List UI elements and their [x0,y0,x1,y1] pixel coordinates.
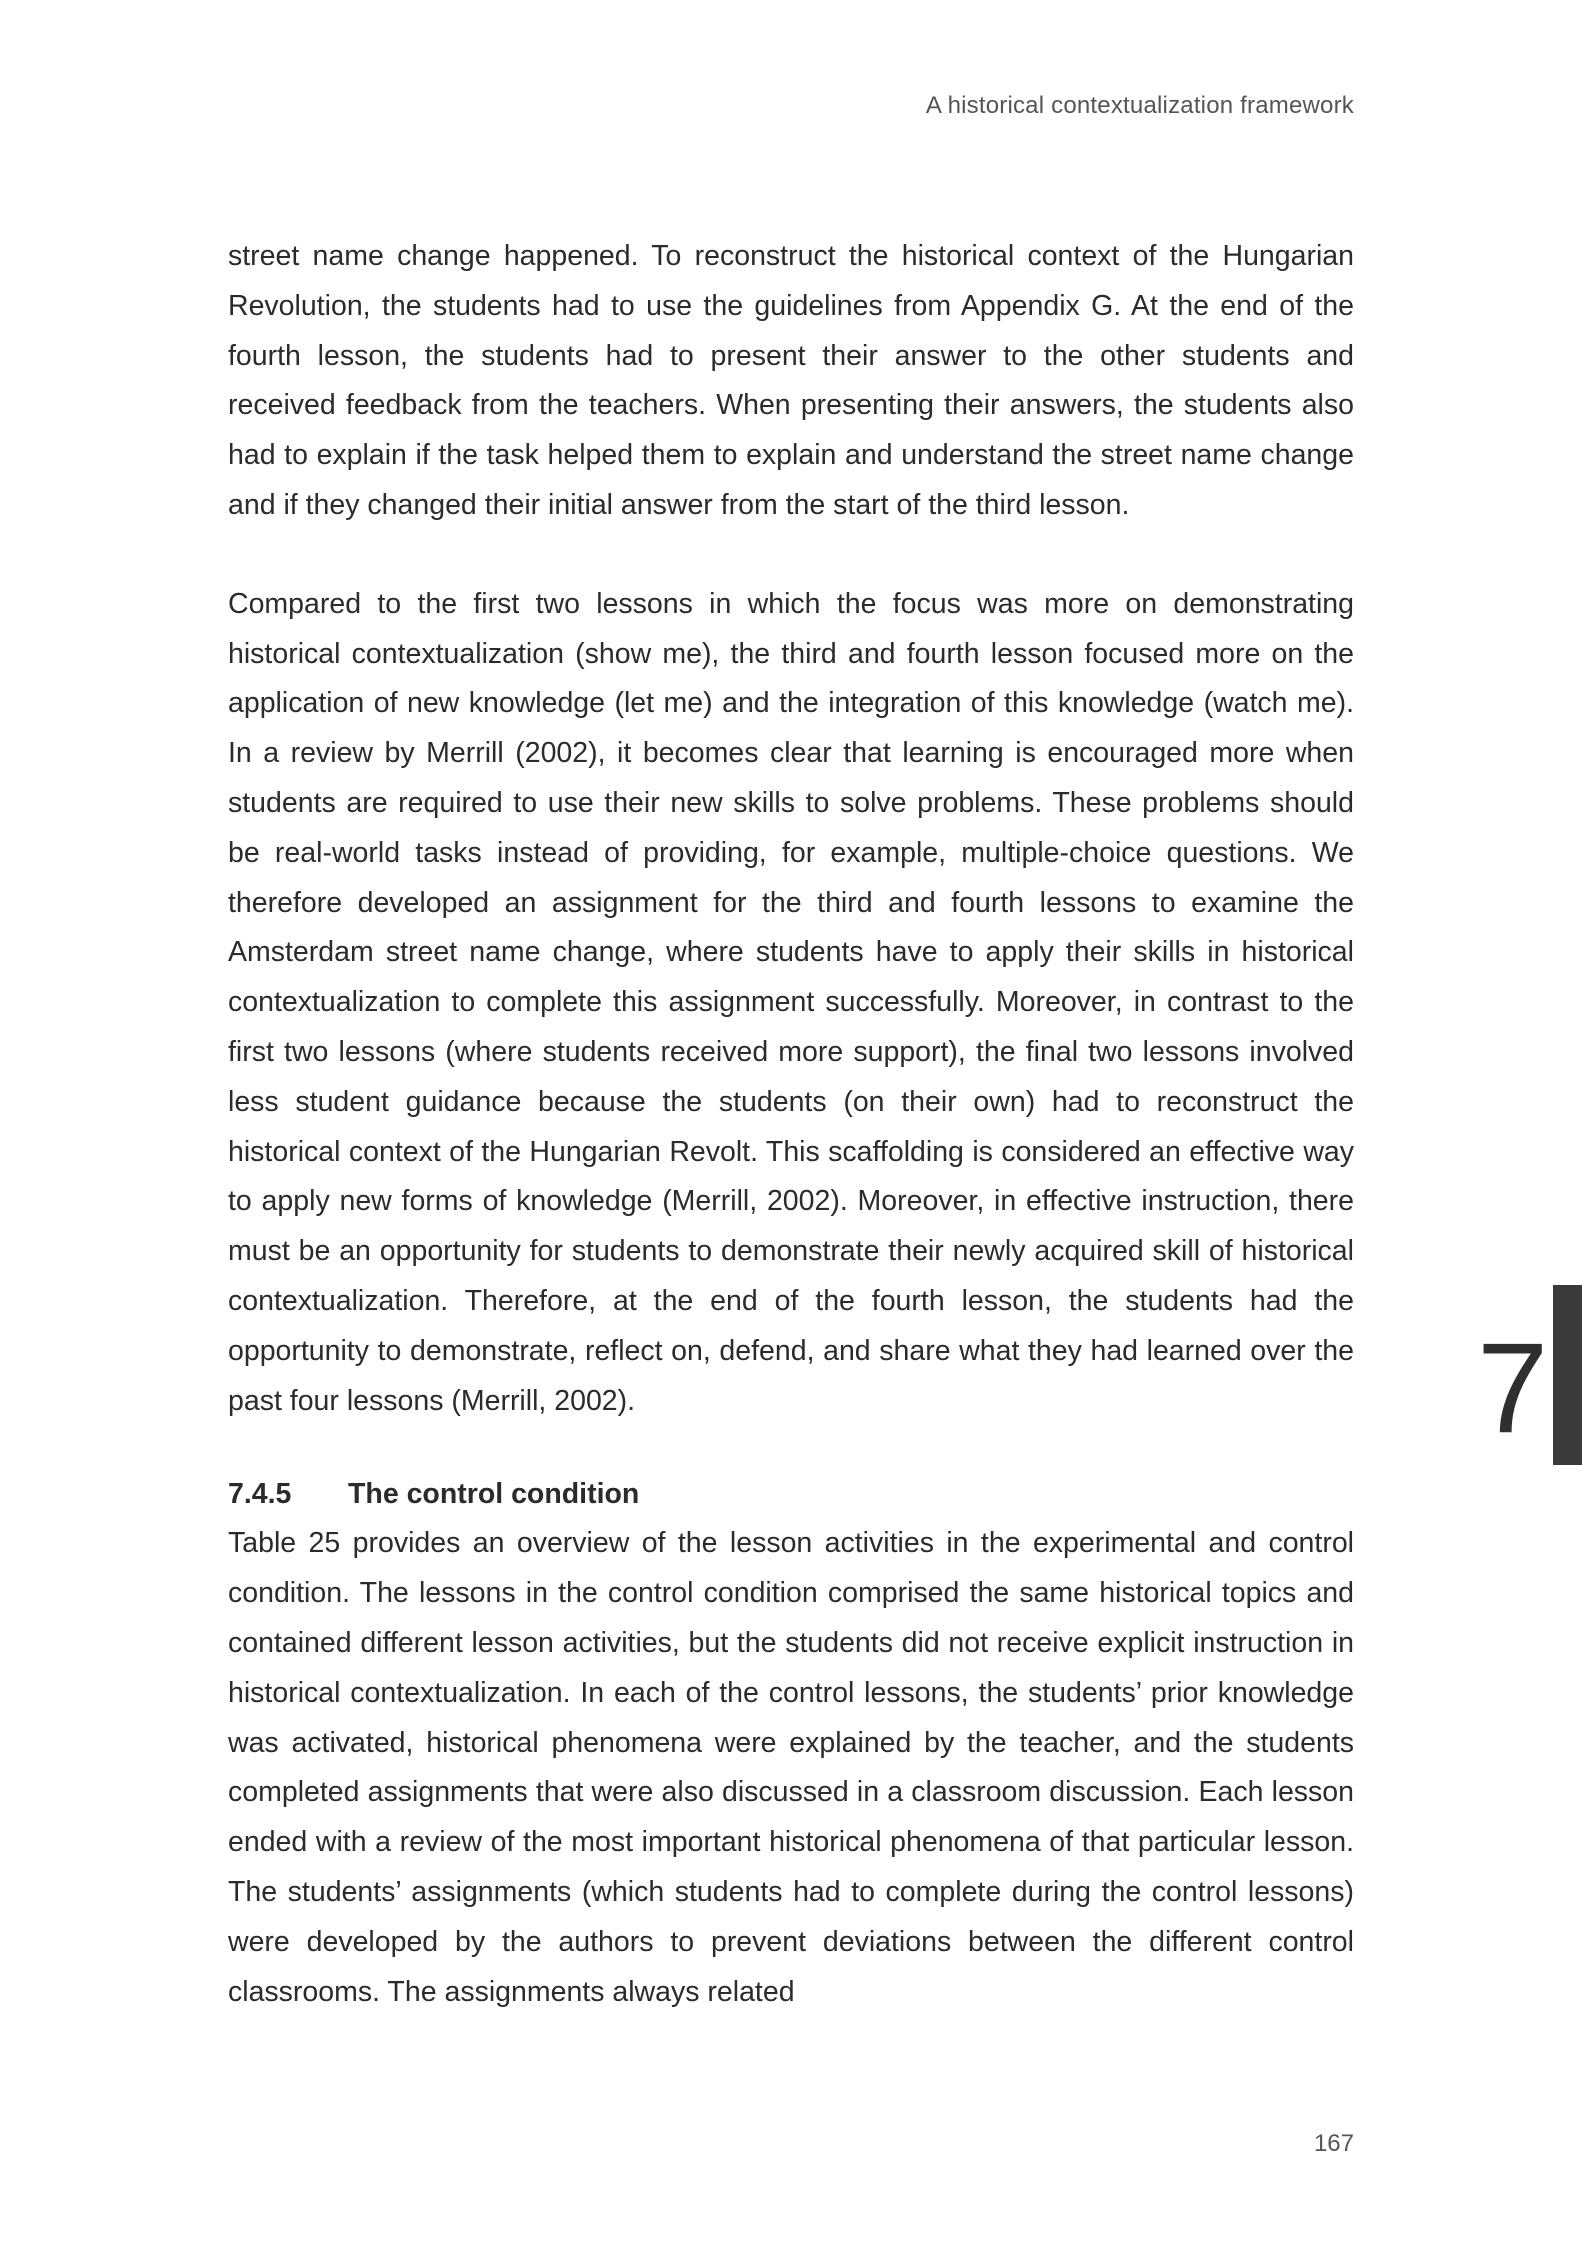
paragraph: Table 25 provides an overview of the lesson activities in the experimental and control condition. The lessons in the control condition comprised the same historical topics and contained different lesson activities, but the students did not receive explicit instruction in historical contextualization. In each of the control lessons, the students’ prior knowledge was activated, historical phenomena were explained by the teacher, and the students completed assignments that were also discussed in a classroom discussion. Each lesson ended with a review of the most important historical phenomena of that particular lesson. The students’ assignments (which students had to complete during the control lessons) were developed by the authors to prevent deviations between the different control classrooms. The assignments always related [228,1527,1354,2008]
page-number: 167 [1313,2130,1354,2157]
paragraph: Compared to the first two lessons in which the focus was more on demonstrating historical contextualization (show me), the third and fourth lesson focused more on the application of new knowledge (let me) and the integration of this knowledge (watch me). In a review by Merrill (2002), it becomes clear that learning is encouraged more when students are required to use their new skills to solve problems. These problems should be real-world tasks instead of providing, for example, multiple-choice questions. We therefore developed an assignment for the third and fourth lessons to examine the Amsterdam street name change, where students have to apply their skills in historical contextualization to complete this assignment successfully. Moreover, in contrast to the first two lessons (where students received more support), the final two lessons involved less student guidance because the students (on their own) had to reconstruct the historical context of the Hungarian Revolt. This scaffolding is considered an effective way to apply new forms of knowledge (Merrill, 2002). Moreover, in effective instruction, there must be an opportunity for students to demonstrate their newly acquired skill of historical contextualization. Therefore, at the end of the fourth lesson, the students had the opportunity to demonstrate, reflect on, defend, and share what they had learned over the past four lessons (Merrill, 2002). [228,587,1354,1417]
chapter-number: 7 [1477,1317,1549,1460]
section-heading [228,1469,1354,1519]
section-number: 7.4.5 [228,1478,292,1511]
chapter-bar [1553,1285,1582,1465]
paragraph: street name change happened. To reconstruct the historical context of the Hungarian Revolution, the students had to use the guidelines from Appendix G. At the end of the fourth lesson, the students had to present their answer to the other students and received feedback from the teachers. When presenting their answers, the students also had to explain if the task helped them to explain and understand the street name change and if they changed their initial answer from the start of the third lesson. [228,240,1354,521]
running-header: A historical contextualization framework [925,92,1354,119]
section-title: The control condition [348,1478,640,1511]
body-text [228,232,1354,2017]
chapter-tab [1477,1285,1582,1465]
